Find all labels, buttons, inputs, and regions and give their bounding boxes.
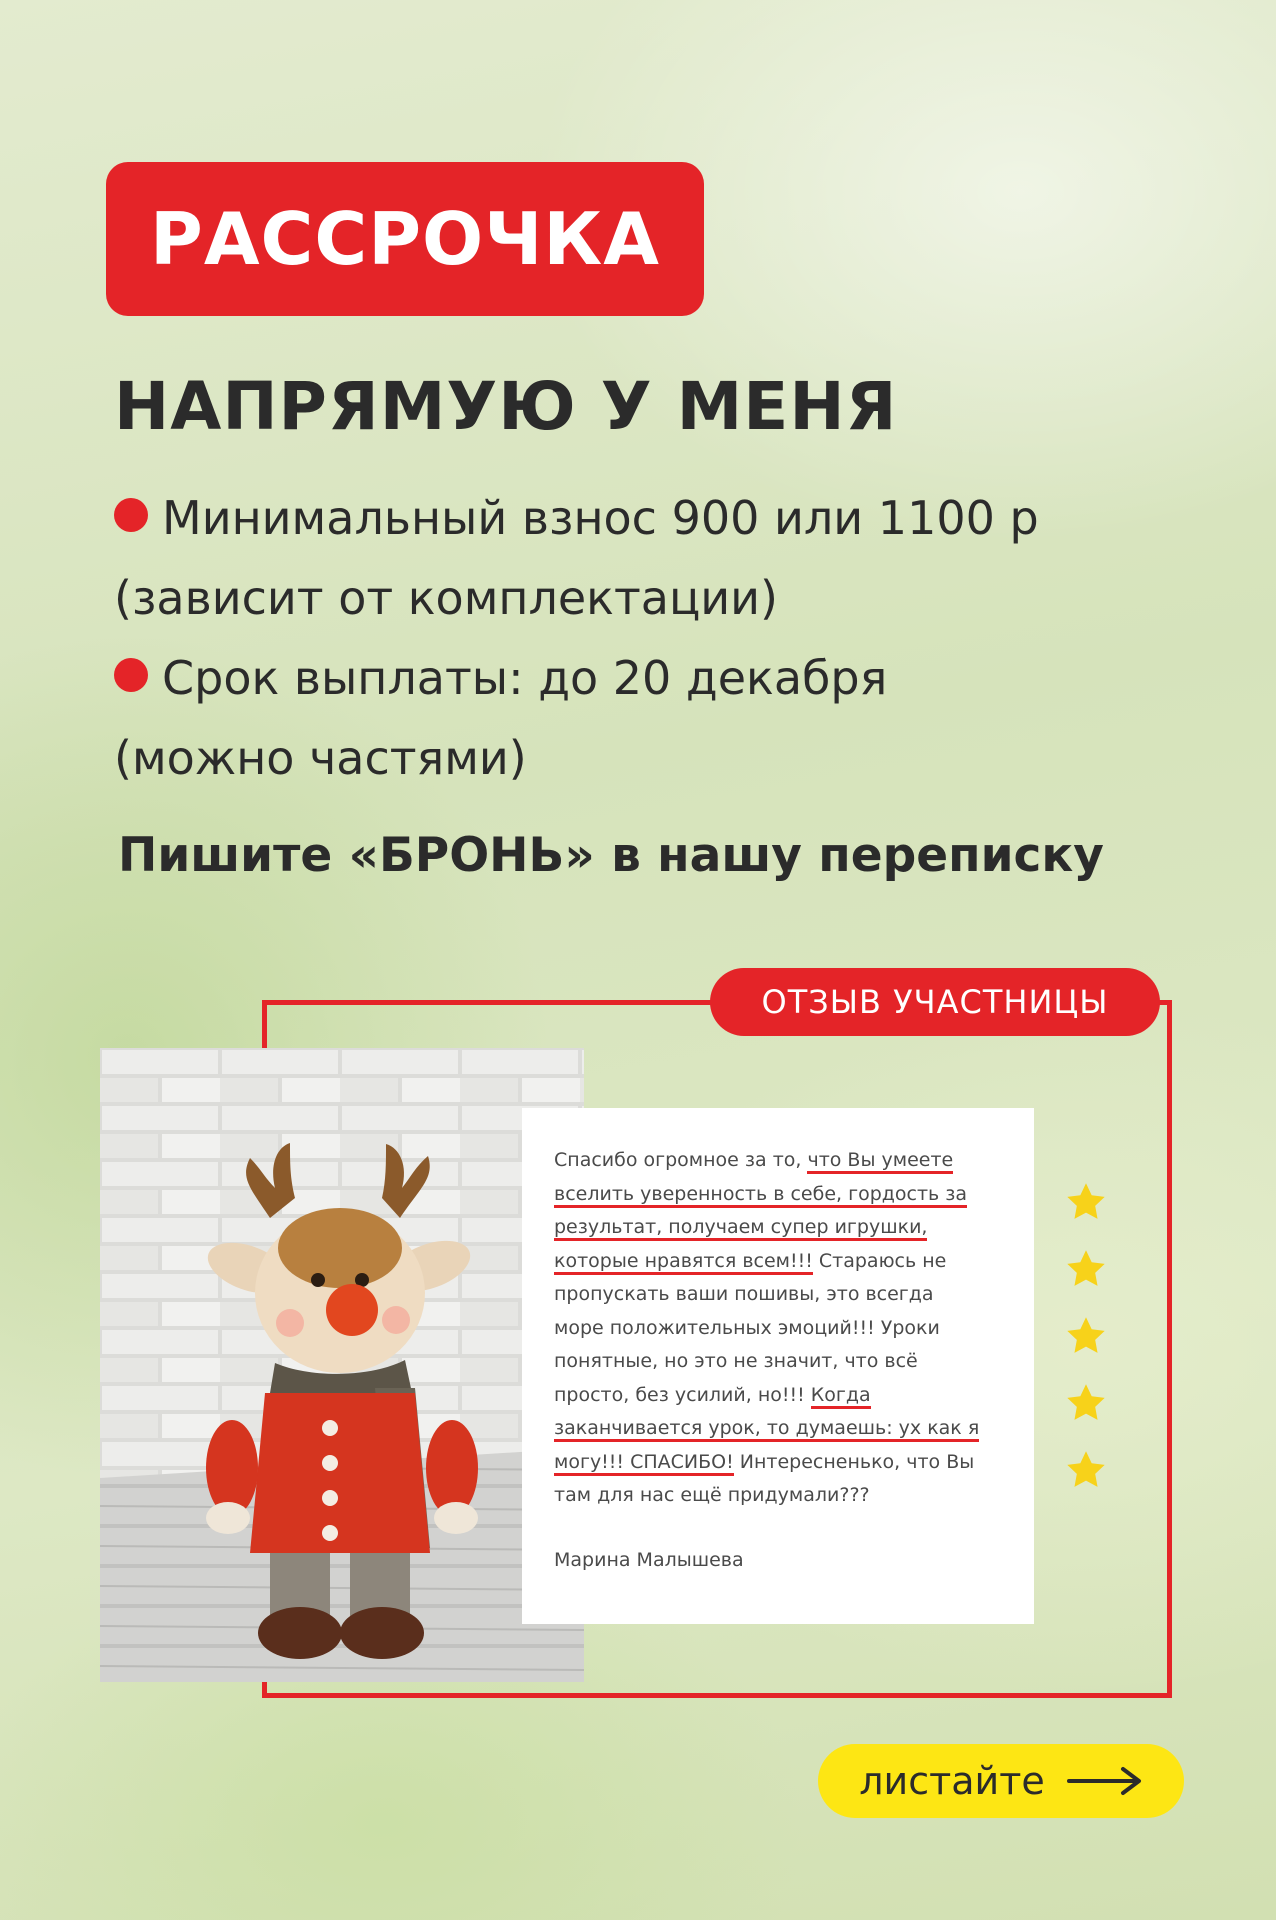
review-highlight: заканчивается урок, то думаешь: ух как я [554, 1417, 979, 1442]
review-card [522, 1108, 1034, 1624]
review-line [554, 1479, 1004, 1513]
review-text-part: Стараюсь не [812, 1249, 947, 1272]
review-highlight: вселить уверенность в себе, гордость за [554, 1183, 967, 1208]
review-text-part: море положительных эмоций!!! Уроки [554, 1316, 940, 1339]
review-text-part: понятные, но это не значит, что всё [554, 1350, 918, 1372]
review-line [554, 1245, 1004, 1279]
bullet-text: Минимальный взнос 900 или 1100 р [162, 491, 1039, 545]
bullet-item [114, 478, 1234, 558]
review-highlight: могу!!! СПАСИБО! [554, 1451, 734, 1476]
scroll-button[interactable] [818, 1744, 1184, 1818]
review-text-part: Интересненько, что Вы [733, 1450, 975, 1473]
red-dot-icon [114, 658, 148, 692]
bullet-continuation: (зависит от комплектации) [114, 571, 778, 625]
arrow-right-icon [1067, 1766, 1143, 1796]
review-text [554, 1144, 1004, 1513]
star-icon [1064, 1381, 1108, 1425]
review-line [554, 1379, 1004, 1413]
review-label: ОТЗЫВ УЧАСТНИЦЫ [710, 968, 1160, 1036]
bullet-text: Срок выплаты: до 20 декабря [162, 651, 888, 705]
review-line [554, 1446, 1004, 1480]
bullet-list [114, 478, 1234, 798]
review-text-part: там для нас ещё придумали??? [554, 1484, 870, 1506]
star-icon [1064, 1180, 1108, 1224]
review-author: Марина Малышева [554, 1548, 744, 1571]
review-highlight: что Вы умеете [807, 1149, 953, 1174]
title-badge [106, 162, 704, 316]
review-line [554, 1412, 1004, 1446]
page-title: РАССРОЧКА [150, 197, 660, 281]
scroll-button-label: листайте [859, 1759, 1045, 1803]
bullet-item [114, 638, 1234, 718]
review-text-part: пропускать ваши пошивы, это всегда [554, 1283, 934, 1305]
review-line [554, 1312, 1004, 1346]
review-highlight: Когда [811, 1384, 871, 1409]
toy-photo [100, 1048, 584, 1682]
star-icon [1064, 1448, 1108, 1492]
bullet-continuation: (можно частями) [114, 731, 527, 785]
call-to-action: Пишите «БРОНЬ» в нашу переписку [118, 828, 1104, 883]
review-highlight: которые нравятся всем!!! [554, 1250, 813, 1275]
review-text-part: Спасибо огромное за то, [554, 1149, 808, 1171]
review-line [554, 1144, 1004, 1178]
review-text-part: просто, без усилий, но!!! [554, 1383, 811, 1406]
red-dot-icon [114, 498, 148, 532]
review-highlight: результат, получаем супер игрушки, [554, 1216, 927, 1241]
star-icon [1064, 1247, 1108, 1291]
review-line [554, 1345, 1004, 1379]
review-line [554, 1278, 1004, 1312]
review-line [554, 1178, 1004, 1212]
review-line [554, 1211, 1004, 1245]
page-subtitle: НАПРЯМУЮ У МЕНЯ [114, 368, 898, 445]
star-icon [1064, 1314, 1108, 1358]
